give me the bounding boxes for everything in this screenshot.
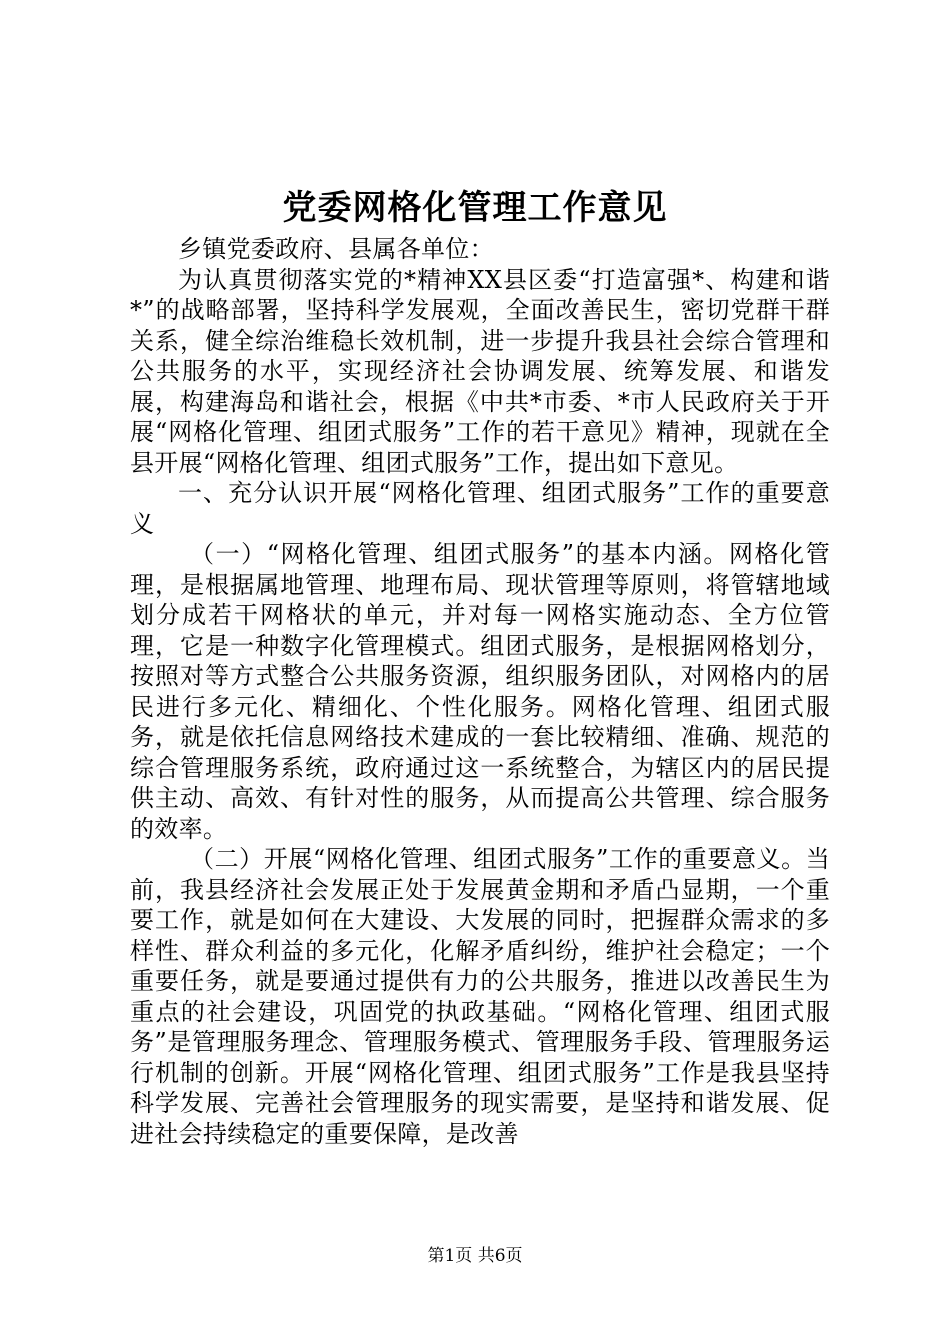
intro-paragraph: 为认真贯彻落实党的*精神XX县区委“打造富强*、构建和谐*”的战略部署，坚持科学发展观，全面改善民生，密切党群干群关系，健全综治维稳长效机制，进一步提升我县社会综合管理和公共服务的水平，实现经济社会协调发展、统筹发展、和谐发展，构建海岛和谐社会，根据《中共*市委、*市人民政府关于开展“网格化管理、组团式服务”工作的若干意见》精神，现就在全县开展“网格化管理、组团式服务”工作，提出如下意见。 [130, 265, 830, 477]
document-title: 党委网格化管理工作意见 [282, 188, 668, 228]
salutation-paragraph: 乡镇党委政府、县属各单位： [178, 235, 494, 263]
document-body [130, 234, 830, 1149]
subsection-paragraph-1: （一）“网格化管理、组团式服务”的基本内涵。网格化管理，是根据属地管理、地理布局、现状管理等原则，将管辖地域划分成若干网格状的单元，并对每一网格实施动态、全方位管理，它是一种数字化管理模式。组团式服务，是根据网格划分，按照对等方式整合公共服务资源，组织服务团队，对网格内的居民进行多元化、精细化、个性化服务。网格化管理、组团式服务，就是依托信息网络技术建成的一套比较精细、准确、规范的综合管理服务系统，政府通过这一系统整合，为辖区内的居民提供主动、高效、有针对性的服务，从而提高公共管理、综合服务的效率。 [130, 540, 830, 843]
section-heading-1: 一、充分认识开展“网格化管理、组团式服务”工作的重要意义 [130, 479, 830, 538]
subsection-paragraph-2: （二）开展“网格化管理、组团式服务”工作的重要意义。当前，我县经济社会发展正处于发展黄金期和矛盾凸显期，一个重要工作，就是如何在大建设、大发展的同时，把握群众需求的多样性、群众利益的多元化，化解矛盾纠纷，维护社会稳定；一个重要任务，就是要通过提供有力的公共服务，推进以改善民生为重点的社会建设，巩固党的执政基础。“网格化管理、组团式服务”是管理服务理念、管理服务模式、管理服务手段、管理服务运行机制的创新。开展“网格化管理、组团式服务”工作是我县坚持科学发展、完善社会管理服务的现实需要，是坚持和谐发展、促进社会持续稳定的重要保障，是改善 [130, 845, 830, 1148]
page-number-footer: 第1页 共6页 [427, 1246, 523, 1266]
